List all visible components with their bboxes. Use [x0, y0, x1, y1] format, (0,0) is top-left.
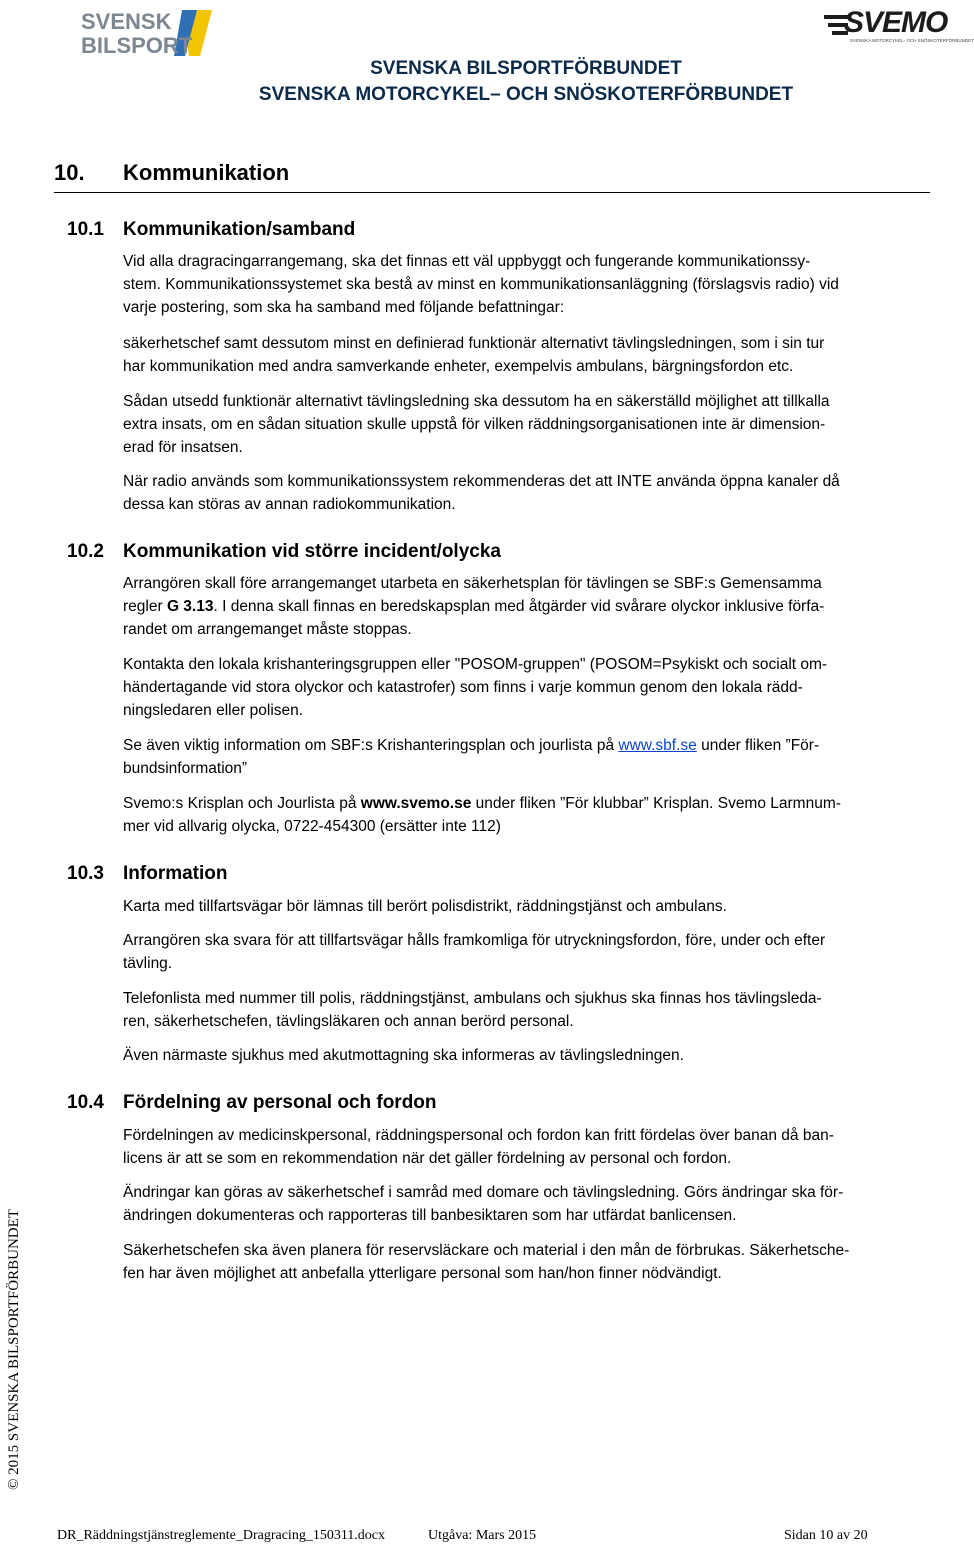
- section-heading-10-2: [67, 541, 501, 563]
- svemo-tagline: SVENSKA MOTORCYKEL- OCH SNÖSKOTERFÖRBUNDET: [850, 38, 974, 43]
- text-line: fen har även möjlighet att anbefalla ytterligare personal som han/hon finner nödvändigt.: [123, 1265, 722, 1282]
- text-run: under fliken ”För-: [696, 737, 820, 754]
- text-line: När radio används som kommunikationssystem rekommenderas det att INTE använda öppna kanaler då: [123, 473, 840, 490]
- paragraph: [123, 572, 929, 641]
- footer-filename: DR_Räddningstjänstreglemente_Dragracing_150311.docx: [57, 1528, 386, 1543]
- paragraph: [123, 895, 929, 918]
- section-number: 10.1: [67, 219, 104, 240]
- header-org-line1: SVENSKA BILSPORTFÖRBUNDET: [370, 58, 682, 79]
- paragraph: [123, 653, 929, 722]
- logo-text-line2: BILSPORT: [81, 33, 193, 58]
- text-line: bundsinformation”: [123, 760, 248, 777]
- text-line: dessa kan störas av annan radiokommunikation.: [123, 496, 456, 513]
- text-line: Ändringar kan göras av säkerhetschef i samråd med domare och tävlingsledning. Görs ändringar ska för-: [123, 1184, 844, 1201]
- section-number: 10.4: [67, 1092, 104, 1113]
- svemo-logo: [822, 6, 974, 46]
- section-number: 10.3: [67, 863, 104, 884]
- paragraph: [123, 332, 929, 378]
- text-run: . I denna skall finnas en beredskapsplan med åtgärder vid svårare olyckor inklusive förfa-: [213, 598, 825, 615]
- footer-page-number: Sidan 10 av 20: [784, 1528, 868, 1543]
- header-org-line2: SVENSKA MOTORCYKEL– OCH SNÖSKOTERFÖRBUNDET: [258, 84, 794, 105]
- text-line: ändringen dokumenteras och rapporteras till banbesiktaren som har utfärdat banlicensen.: [123, 1207, 737, 1224]
- paragraph: [123, 792, 929, 838]
- section-title: Kommunikation vid större incident/olycka: [123, 541, 501, 562]
- paragraph: [123, 1124, 929, 1170]
- side-copyright: © 2015 SVENSKA BILSPORTFÖRBUNDET: [6, 1209, 22, 1490]
- text-line: Fördelningen av medicinskpersonal, räddningspersonal och fordon kan fritt fördelas över banan då ban-: [123, 1127, 834, 1144]
- text-line: tävling.: [123, 955, 173, 972]
- paragraph: [123, 1181, 929, 1227]
- text-line: Säkerhetschefen ska även planera för reservsläckare och material i den mån de förbrukas. Säkerhetsche-: [123, 1242, 850, 1259]
- svemo-wordmark: SVEMO: [844, 6, 948, 39]
- text-line: [123, 792, 929, 815]
- chapter-heading: [54, 160, 930, 193]
- text-line: ren, säkerhetschefen, tävlingsläkaren och annan berörd personal.: [123, 1013, 574, 1030]
- paragraph: [123, 734, 929, 780]
- text-line: erad för insatsen.: [123, 439, 243, 456]
- section-heading-10-4: [67, 1092, 437, 1114]
- text-line: Kontakta den lokala krishanteringsgruppen eller "POSOM-gruppen" (POSOM=Psykiskt och socialt om-: [123, 656, 828, 673]
- text-line: mer vid allvarig olycka, 0722-454300 (ersätter inte 112): [123, 818, 501, 835]
- chapter-title: Kommunikation: [123, 160, 290, 185]
- paragraph: [123, 1044, 929, 1067]
- text-run: regler: [123, 598, 167, 615]
- text-line: Telefonlista med nummer till polis, räddningstjänst, ambulans och sjukhus ska finnas hos tävlingsleda-: [123, 990, 822, 1007]
- text-line: Sådan utsedd funktionär alternativt tävlingsledning ska dessutom ha en säkerställd möjlighet att tillkalla: [123, 393, 830, 410]
- section-title: Information: [123, 863, 228, 884]
- text-line: Karta med tillfartsvägar bör lämnas till berört polisdistrikt, räddningstjänst och ambulans.: [123, 898, 727, 915]
- text-line: randet om arrangemanget måste stoppas.: [123, 621, 412, 638]
- text-line: säkerhetschef samt dessutom minst en definierad funktionär alternativt tävlingsledningen, som i sin tur: [123, 335, 825, 352]
- text-line: [123, 595, 929, 618]
- text-line: extra insats, om en sådan situation skulle uppstå för vilken räddningsorganisationen inte är dimension-: [123, 416, 826, 433]
- paragraph: [123, 390, 929, 459]
- text-run: Se även viktig information om SBF:s Krishanteringsplan och jourlista på: [123, 737, 619, 754]
- paragraph: [123, 987, 929, 1033]
- text-line: stem. Kommunikationssystemet ska bestå av minst en kommunikationsanläggning (förslagsvis radio) vid: [123, 276, 839, 293]
- text-line: Arrangören skall före arrangemanget utarbeta en säkerhetsplan för tävlingen se SBF:s Gemensamma: [123, 575, 822, 592]
- text-line: ningsledaren eller polisen.: [123, 702, 304, 719]
- text-line: licens är att se som en rekommendation när det gäller fördelning av personal och fordon.: [123, 1150, 732, 1167]
- svemo-website-text: www.svemo.se: [360, 795, 472, 812]
- paragraph: [123, 929, 929, 975]
- text-line: varje postering, som ska ha samband med följande befattningar:: [123, 299, 565, 316]
- text-line: [123, 734, 929, 757]
- chapter-number: 10.: [54, 160, 85, 185]
- text-line: händertagande vid stora olyckor och katastrofer) som finns i varje kommun genom den lokala rädd-: [123, 679, 803, 696]
- text-line: Även närmaste sjukhus med akutmottagning ska informeras av tävlingsledningen.: [123, 1047, 684, 1064]
- rule-reference: G 3.13: [166, 598, 214, 615]
- text-line: Vid alla dragracingarrangemang, ska det finnas ett väl uppbyggt och fungerande kommunikationssy-: [123, 253, 811, 270]
- svensk-bilsport-logo: [79, 4, 219, 58]
- paragraph: [123, 1239, 929, 1285]
- section-heading-10-1: [67, 219, 355, 241]
- text-line: Arrangören ska svara för att tillfartsvägar hålls framkomliga för utryckningsfordon, före, under och efter: [123, 932, 826, 949]
- section-title: Fördelning av personal och fordon: [123, 1092, 437, 1113]
- sbf-website-link[interactable]: www.sbf.se: [618, 737, 697, 754]
- paragraph: [123, 250, 929, 319]
- logo-text-line1: SVENSK: [81, 9, 172, 34]
- footer-edition: Utgåva: Mars 2015: [428, 1528, 537, 1543]
- text-run: Svemo:s Krisplan och Jourlista på: [123, 795, 361, 812]
- section-number: 10.2: [67, 541, 104, 562]
- text-line: har kommunikation med andra samverkande enheter, exempelvis ambulans, bärgningsfordon etc.: [123, 358, 794, 375]
- text-run: under fliken ”För klubbar” Krisplan. Svemo Larmnum-: [471, 795, 841, 812]
- section-title: Kommunikation/samband: [123, 219, 356, 240]
- paragraph: [123, 470, 929, 516]
- section-heading-10-3: [67, 863, 228, 885]
